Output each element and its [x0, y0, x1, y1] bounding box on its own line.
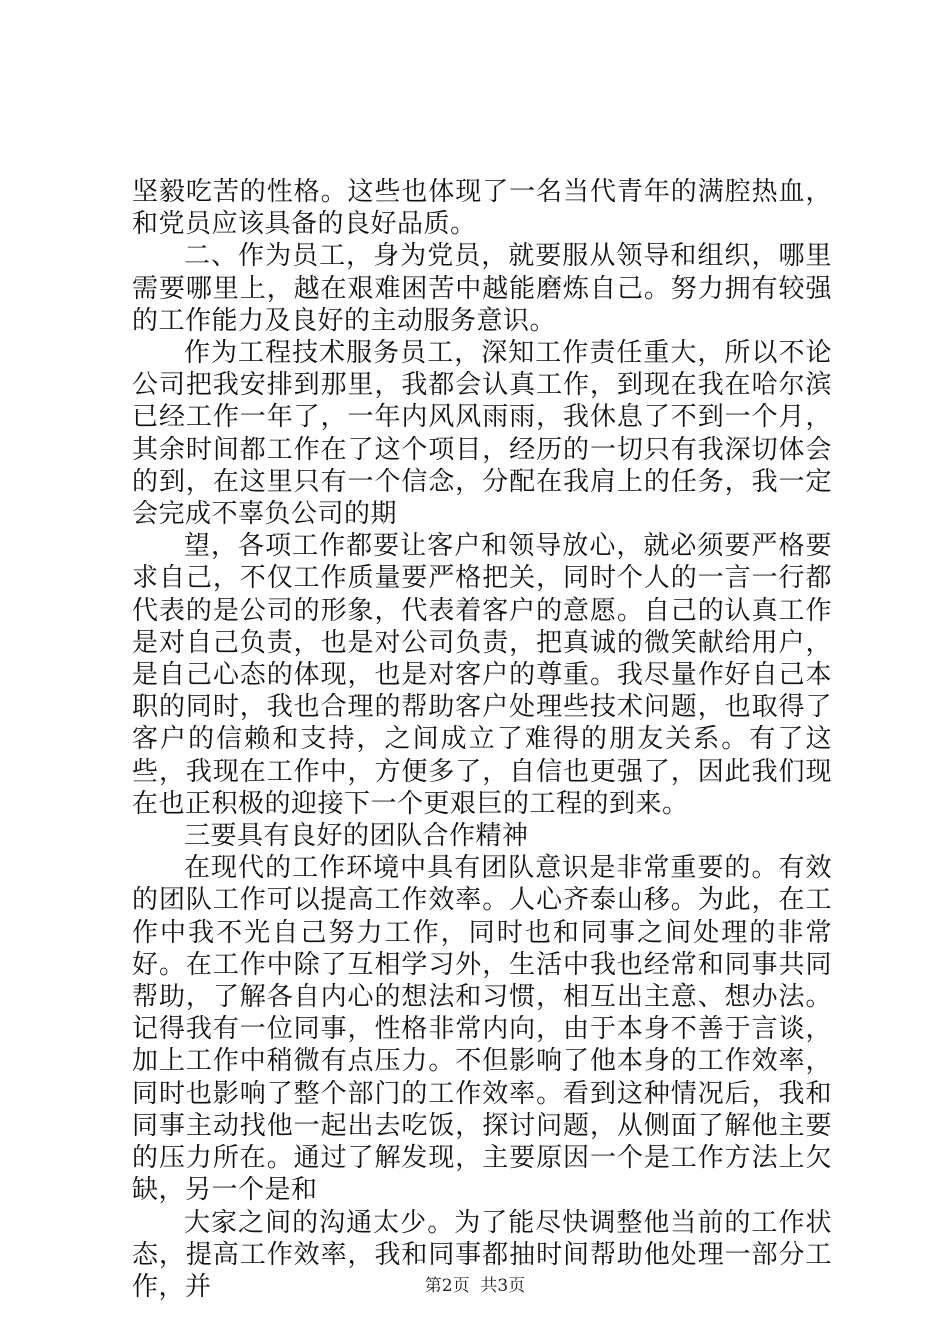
paragraph: 二、作为员工，身为党员，就要服从领导和组织，哪里需要哪里上，越在艰难困苦中越能磨炼自己。努力拥有较强的工作能力及良好的主动服务意识。 — [132, 241, 832, 336]
page-number-footer: 第2页 共3页 — [424, 1276, 526, 1296]
paragraph: 在现代的工作环境中具有团队意识是非常重要的。有效的团队工作可以提高工作效率。人心齐泰山移。为此，在工作中我不光自己努力工作，同时也和同事之间处理的非常好。在工作中除了互相学习外，生活中我也经常和同事共同帮助，了解各自内心的想法和习惯，相互出主意、想办法。记得我有一位同事，性格非常内向，由于本身不善于言谈，加上工作中稍微有点压力。不但影响了他本身的工作效率，同时也影响了整个部门的工作效率。看到这种情况后，我和同事主动找他一起出去吃饭，探讨问题，从侧面了解他主要的压力所在。通过了解发现，主要原因一个是工作方法上欠缺，另一个是和 — [132, 853, 832, 1206]
section-heading: 三要具有良好的团队合作精神 — [184, 821, 529, 852]
paragraph: 坚毅吃苦的性格。这些也体现了一名当代青年的满腔热血，和党员应该具备的良好品质。 — [132, 177, 832, 240]
paragraph: 望，各项工作都要让客户和领导放心，就必须要严格要求自己，不仅工作质量要严格把关，同时个人的一言一行都代表的是公司的形象，代表着客户的意愿。自己的认真工作是对自己负责，也是对公司负责，把真诚的微笑献给用户，是自己心态的体现，也是对客户的尊重。我尽量作好自己本职的同时，我也合理的帮助客户处理些技术问题，也取得了客户的信赖和支持，之间成立了难得的朋友关系。有了这些，我现在工作中，方便多了，自信也更强了，因此我们现在也正积极的迎接下一个更艰巨的工程的到来。 — [132, 531, 832, 819]
paragraph: 大家之间的沟通太少。为了能尽快调整他当前的工作状态，提高工作效率，我和同事都抽时间帮助他处理一部分工作，并 — [132, 1207, 832, 1302]
document-body — [132, 176, 832, 1303]
paragraph: 作为工程技术服务员工，深知工作责任重大，所以不论公司把我安排到那里，我都会认真工作，到现在我在哈尔滨已经工作一年了，一年内风风雨雨，我休息了不到一个月，其余时间都工作在了这个项目，经历的一切只有我深切体会的到，在这里只有一个信念，分配在我肩上的任务，我一定会完成不辜负公司的期 — [132, 338, 832, 530]
